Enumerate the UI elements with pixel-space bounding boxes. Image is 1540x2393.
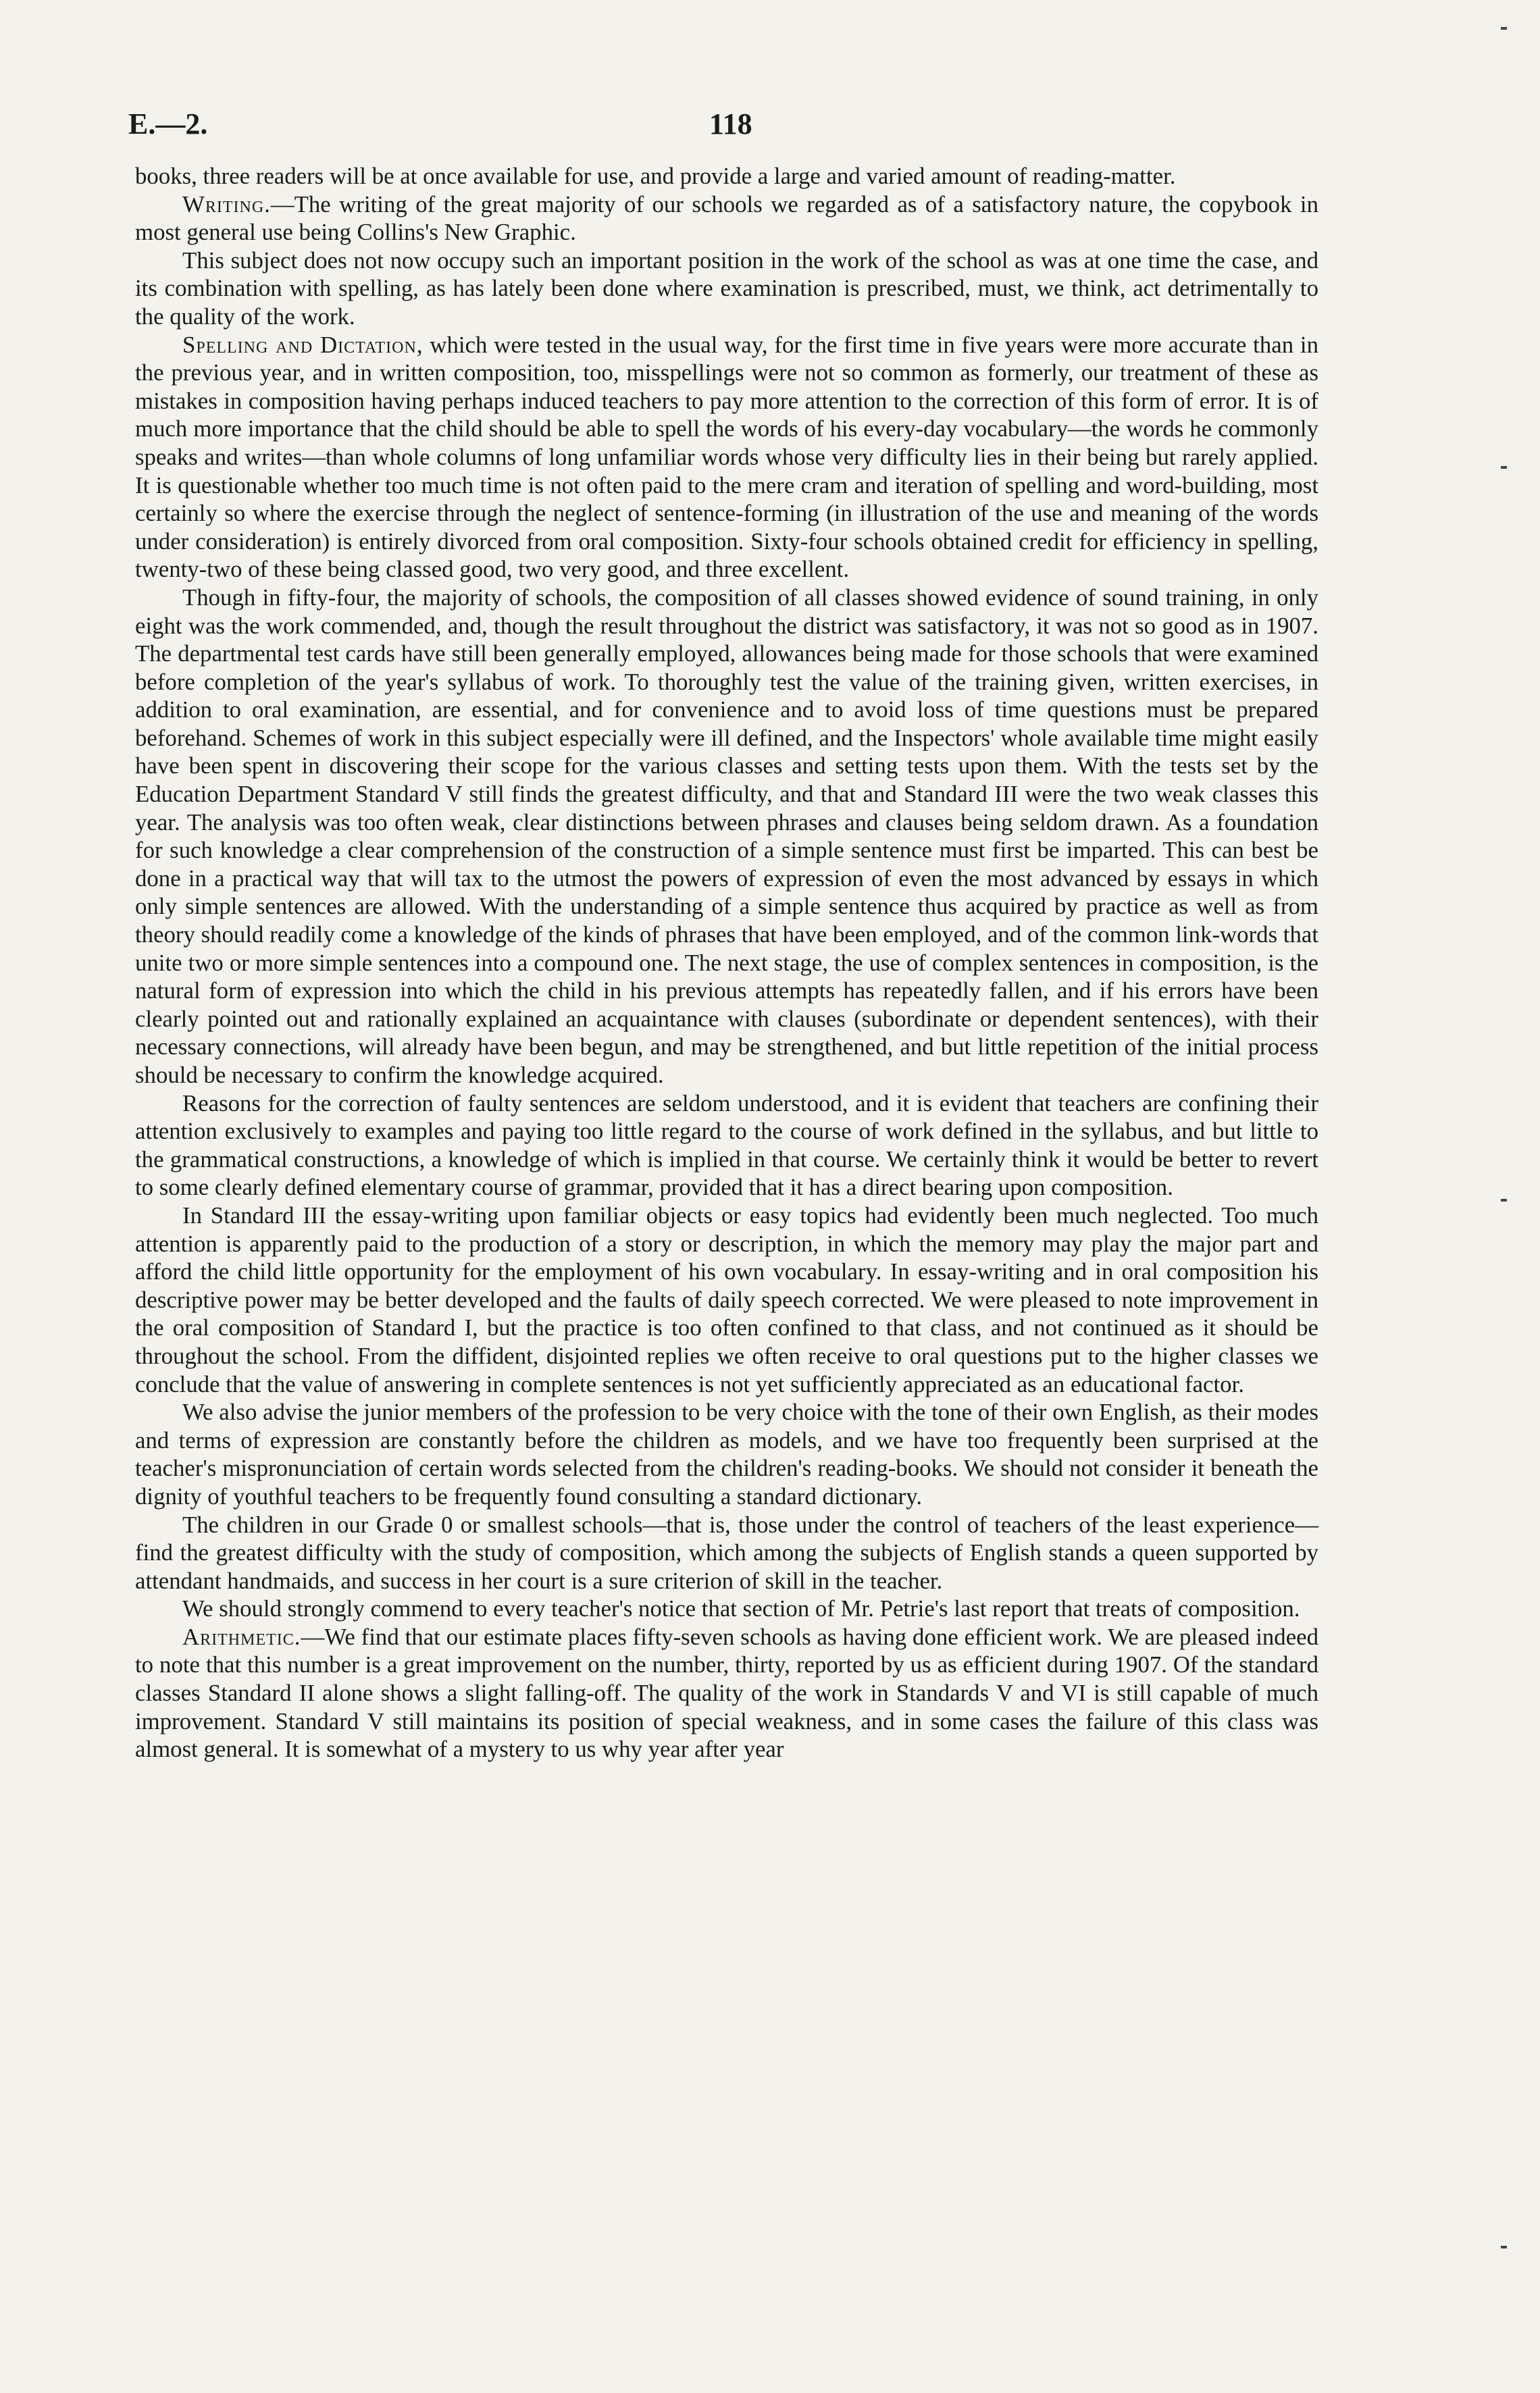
- paragraph: [135, 247, 1318, 331]
- page-number: 118: [709, 107, 752, 140]
- paragraph-spelling: [135, 331, 1318, 584]
- paragraph-continuation: [135, 162, 1318, 190]
- margin-mark: [1501, 27, 1507, 30]
- paragraph-text: We should strongly commend to every teacher's notice that section of Mr. Petrie's last report that treats of composition.: [182, 1595, 1300, 1622]
- paragraph-text: In Standard III the essay-writing upon familiar objects or easy topics had evidently been much neglected. Too much attention is apparently paid to the production of a story or description, in which the memory may play the major part and afford the child little opportunity for the employment of his own vocabulary. In essay-writing and in oral composition his descriptive power may be better developed and the faults of daily speech corrected. We were pleased to note improvement in the oral composition of Standard I, but the practice is too often confined to that class, and not continued as it should be throughout the school. From the diffident, disjointed replies we often receive to oral questions put to the higher classes we conclude that the value of answering in complete sentences is not yet sufficiently appreciated as an educational factor.: [135, 1202, 1318, 1397]
- body-text: [135, 162, 1318, 1764]
- margin-mark: [1501, 1199, 1507, 1202]
- paragraph: [135, 1511, 1318, 1595]
- section-heading-spelling: Spelling and Dictation,: [182, 331, 424, 358]
- paragraph: [135, 1202, 1318, 1398]
- paragraph-text: Reasons for the correction of faulty sentences are seldom understood, and it is evident that teachers are confining their attention exclusively to examples and paying too little regard to the course of work defined in the syllabus, and but little to the grammatical constructions, a knowledge of which is implied in that course. We certainly think it would be better to revert to some clearly defined elementary course of grammar, provided that it has a direct bearing upon composition.: [135, 1089, 1318, 1201]
- section-heading-arithmetic: Arithmetic.: [182, 1623, 301, 1650]
- paragraph-arithmetic: [135, 1623, 1318, 1764]
- paragraph-text: —The writing of the great majority of our schools we regarded as of a satisfactory nature, the copybook in most general use being Collins's New Graphic.: [135, 190, 1318, 246]
- document-reference: E.—2.: [128, 107, 208, 140]
- section-heading-writing: Writing.: [182, 190, 271, 217]
- paragraph-text: Though in fifty-four, the majority of schools, the composition of all classes showed evidence of sound training, in only eight was the work commended, and, though the result throughout the district was satisfactory, it was not so good as in 1907. The departmental test cards have still been generally employed, allowances being made for those schools that were examined before completion of the year's syllabus of work. To thoroughly test the value of the training given, written exercises, in addition to oral examination, are essential, and for convenience and to avoid loss of time questions must be prepared beforehand. Schemes of work in this subject especially were ill defined, and the Inspectors' whole available time might easily have been spent in discovering their scope for the various classes and setting tests upon them. With the tests set by the Education Department Standard V still finds the greatest difficulty, and that and Standard III were the two weak classes this year. The analysis was too often weak, clear distinctions between phrases and clauses being seldom drawn. As a foundation for such knowledge a clear comprehension of the construction of a simple sentence must first be imparted. This can best be done in a practical way that will tax to the utmost the powers of expression of even the most advanced by essays in which only simple sentences are allowed. With the understanding of a simple sentence thus acquired by practice as well as from theory should readily come a knowledge of the kinds of phrases that have been employed, and of the common link-words that unite two or more simple sentences into a compound one. The next stage, the use of complex sentences in composition, is the natural form of expression into which the child in his previous attempts has repeatedly fallen, and if his errors have been clearly pointed out and rationally explained an acquaintance with clauses (subordinate or dependent sentences), with their necessary connections, will already have been begun, and may be strengthened, and but little repetition of the initial process should be necessary to confirm the knowledge acquired.: [135, 584, 1318, 1088]
- paragraph: [135, 1398, 1318, 1510]
- page-header: [128, 107, 1331, 147]
- margin-mark: [1501, 2246, 1507, 2248]
- paragraph-composition: [135, 584, 1318, 1089]
- paragraph-text: We also advise the junior members of the profession to be very choice with the tone of their own English, as their modes and terms of expression are constantly before the children as models, and we have too frequently been surprised at the teacher's mispronunciation of certain words selected from the children's reading-books. We should not consider it beneath the dignity of youthful teachers to be frequently found consulting a standard dictionary.: [135, 1399, 1318, 1510]
- paragraph: [135, 1089, 1318, 1202]
- paragraph-writing: [135, 190, 1318, 247]
- paragraph: [135, 1595, 1318, 1623]
- paragraph-text: The children in our Grade 0 or smallest schools—that is, those under the control of teachers of the least experience—find the greatest difficulty with the study of composition, which among the subjects of English stands a queen supported by attendant handmaids, and success in her court is a sure criterion of skill in the teacher.: [135, 1511, 1318, 1594]
- paragraph-text: which were tested in the usual way, for the first time in five years were more accurate than in the previous year, and in written composition, too, misspellings were not so common as formerly, our treatment of these as mistakes in composition having perhaps induced teachers to pay more attention to the correction of this form of error. It is of much more importance that the child should be able to spell the words of his every-day vocabulary—the words he commonly speaks and writes—than whole columns of long unfamiliar words whose very difficulty lies in their being but rarely applied. It is questionable whether too much time is not often paid to the mere cram and iteration of spelling and word-building, most certainly so where the exercise through the neglect of sentence-forming (in illustration of the use and meaning of the words under consideration) is entirely divorced from oral composition. Sixty-four schools obtained credit for efficiency in spelling, twenty-two of these being classed good, two very good, and three excellent.: [135, 331, 1318, 583]
- margin-mark: [1501, 466, 1507, 469]
- paragraph-text: —We find that our estimate places fifty-seven schools as having done efficient work. We are pleased indeed to note that this number is a great improvement on the number, thirty, reported by us as efficient during 1907. Of the standard classes Standard II alone shows a slight falling-off. The quality of the work in Standards V and VI is still capable of much improvement. Standard V still maintains its position of special weakness, and in some cases the failure of this class was almost general. It is somewhat of a mystery to us why year after year: [135, 1623, 1318, 1763]
- paragraph-text: books, three readers will be at once available for use, and provide a large and varied amount of reading-matter.: [135, 163, 1176, 189]
- paragraph-text: This subject does not now occupy such an important position in the work of the school as was at one time the case, and its combination with spelling, as has lately been done where examination is prescribed, must, we think, act detrimentally to the quality of the work.: [135, 247, 1318, 330]
